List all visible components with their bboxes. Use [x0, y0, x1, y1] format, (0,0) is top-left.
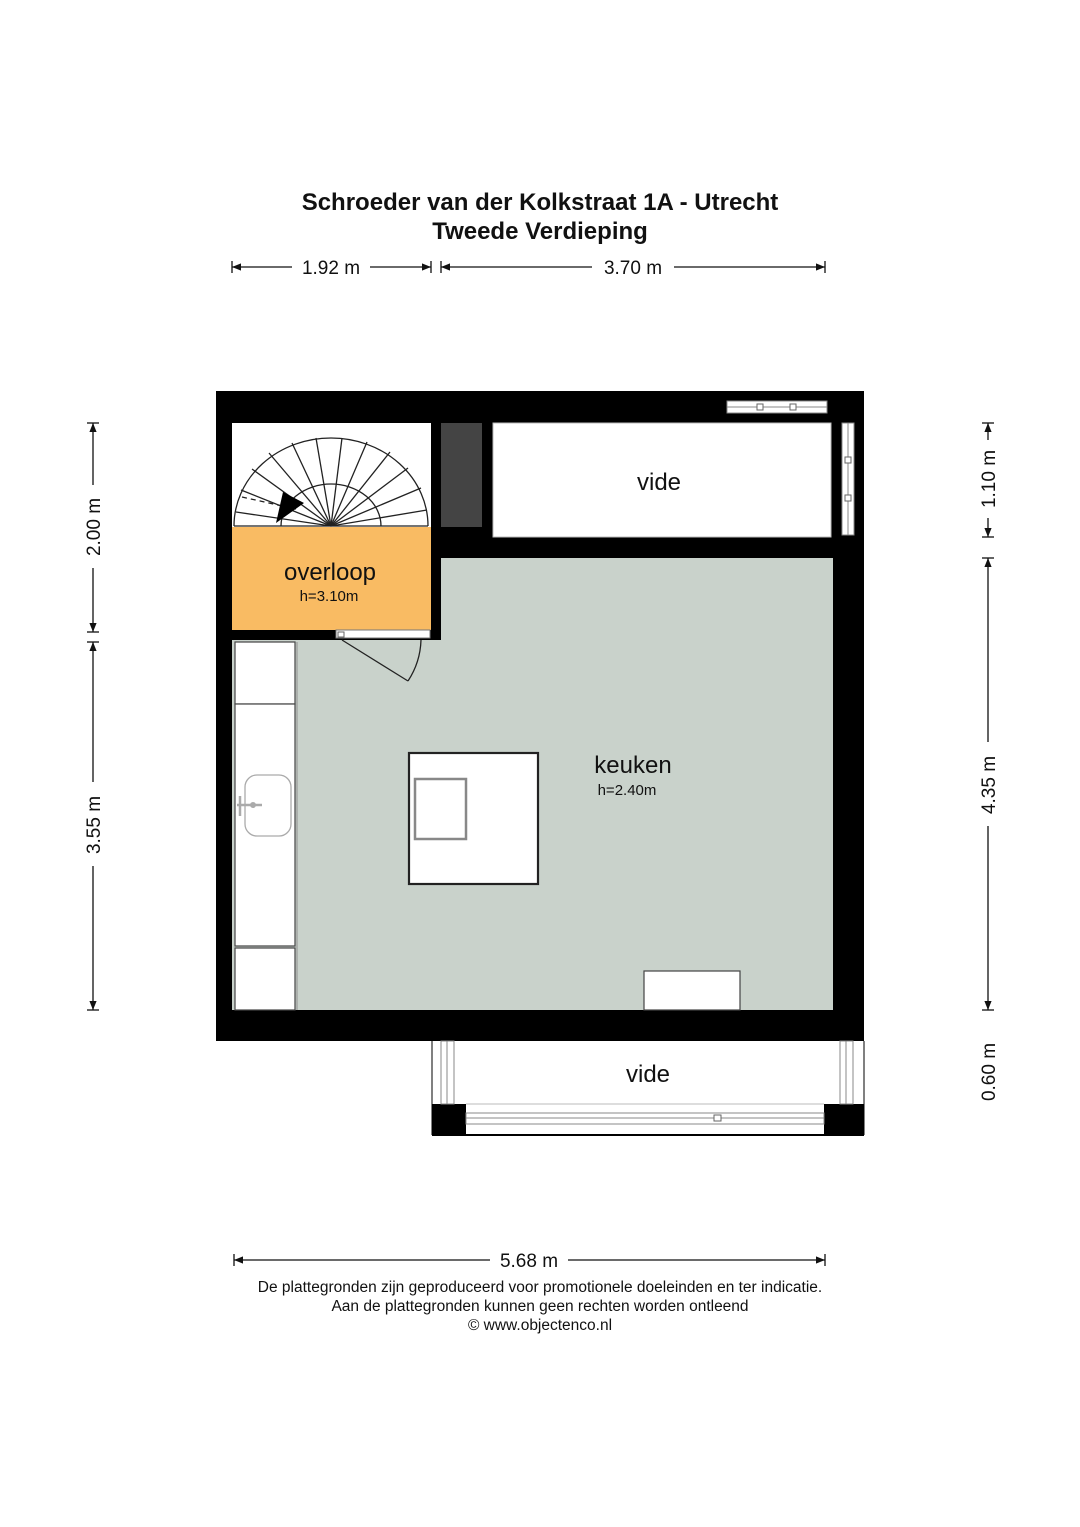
plan-floor-title: Tweede Verdieping: [432, 218, 648, 245]
dimension-label-right-bottom: 0.60 m: [979, 1042, 1000, 1102]
dimension-left-upper: [84, 423, 105, 632]
sink: [237, 775, 291, 836]
dimension-label-top-right: 3.70 m: [603, 258, 663, 279]
dimension-label-top-left: 1.92 m: [301, 258, 361, 279]
dimension-top-left: [232, 258, 431, 279]
shaft: [441, 423, 482, 527]
dimension-label-right-top: 1.10 m: [979, 449, 1000, 509]
room-label-vide-bottom: vide: [625, 1061, 671, 1088]
copyright-line: © www.objectenco.nl: [467, 1317, 613, 1334]
disclaimer-line-1: De plattegronden zijn geproduceerd voor promotionele doeleinden en ter indicatie.: [257, 1279, 823, 1296]
room-label-keuken: keuken: [594, 752, 672, 779]
dimension-label-right-middle: 4.35 m: [979, 755, 1000, 815]
disclaimer-line-2: Aan de plattegronden kunnen geen rechten worden ontleend: [331, 1298, 749, 1315]
room-label-vide-top: vide: [636, 469, 682, 496]
dimension-left-lower: [84, 642, 105, 1010]
plan-address-title: Schroeder van der Kolkstraat 1A - Utrecht: [301, 189, 779, 216]
room-height-overloop: h=3.10m: [299, 588, 359, 605]
dimension-right-bottom: [979, 1043, 1000, 1101]
window-right-top: [842, 423, 854, 535]
dimension-bottom: [234, 1251, 825, 1272]
dimension-label-left-upper: 2.00 m: [84, 497, 105, 557]
dimension-label-left-lower: 3.55 m: [84, 795, 105, 855]
dimension-right-top: [979, 423, 1000, 537]
room-label-overloop: overloop: [283, 559, 377, 586]
window-top: [727, 401, 827, 413]
kitchen-island: [409, 753, 538, 884]
vide-bottom-area: [432, 1041, 864, 1135]
kitchen-appliance: [644, 971, 740, 1010]
dimension-label-bottom: 5.68 m: [499, 1251, 559, 1272]
room-height-keuken: h=2.40m: [597, 782, 657, 799]
dimension-top-right: [441, 258, 825, 279]
dimension-right-middle: [979, 558, 1000, 1010]
